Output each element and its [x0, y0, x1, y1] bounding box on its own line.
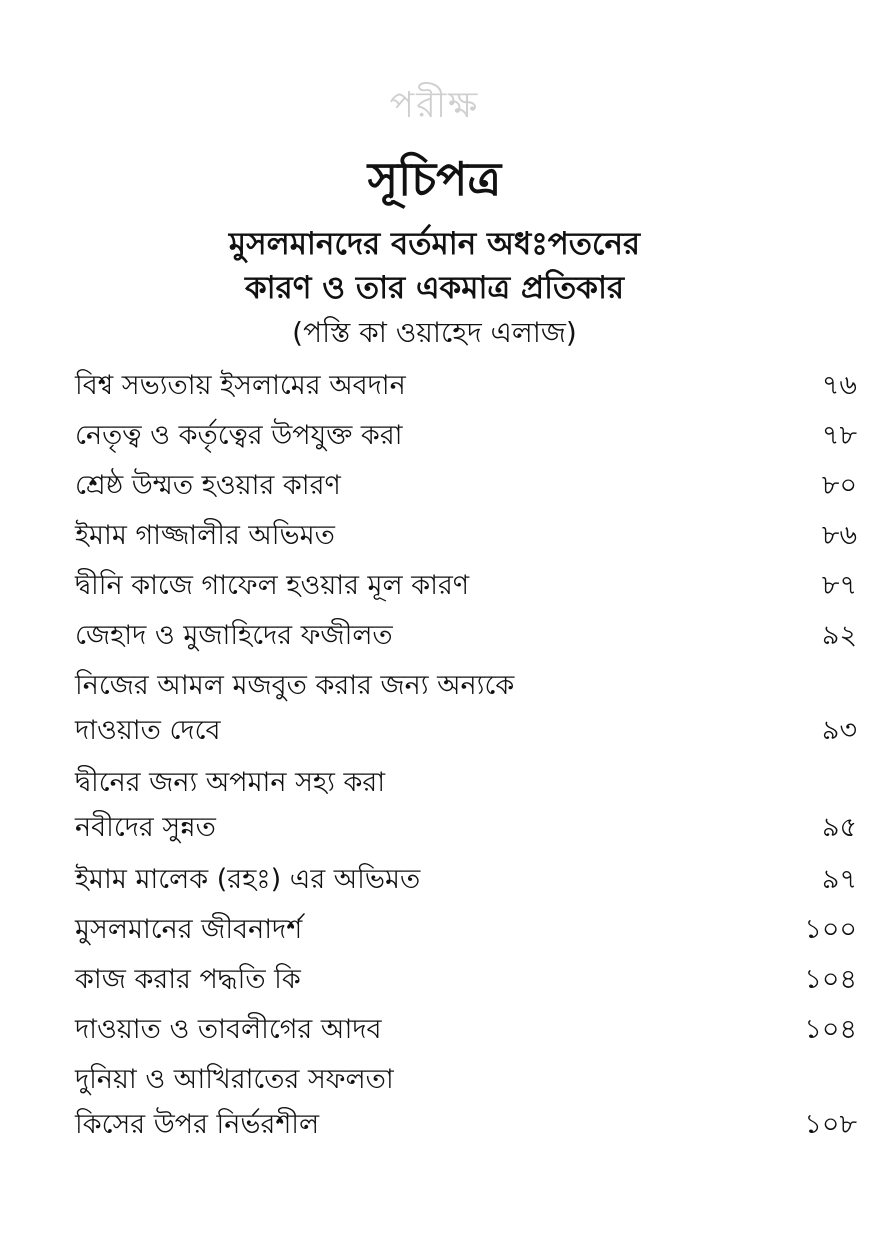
- toc-entry-line-continued: নবীদের সুন্নত: [75, 812, 216, 843]
- toc-entry-line: দাওয়াত ও তাবলীগের আদব: [75, 1014, 382, 1045]
- toc-page-number: ৯২: [821, 620, 857, 651]
- toc-page-number: ৮৬: [821, 520, 857, 551]
- toc-entry-line: দুনিয়া ও আখিরাতের সফলতা: [75, 1064, 394, 1095]
- table-of-contents: [75, 366, 857, 1157]
- toc-entry: [75, 860, 857, 899]
- toc-entry: [75, 960, 857, 999]
- toc-entry-line: জেহাদ ও মুজাহিদের ফজীলত: [75, 620, 393, 651]
- toc-page-number: ১০৪: [804, 1014, 857, 1045]
- toc-entry: [75, 516, 857, 555]
- toc-entry-line: নিজের আমল মজবুত করার জন্য অন্যকে: [75, 670, 515, 701]
- toc-entry: [75, 763, 857, 847]
- toc-entry-line: মুসলমানের জীবনাদর্শ: [75, 914, 303, 945]
- subtitle-original-title: (পস্তি কা ওয়াহেদ এলাজ): [292, 316, 577, 349]
- toc-entry-line-continued: দাওয়াত দেবে: [75, 715, 221, 746]
- toc-entry-title: [75, 566, 469, 605]
- toc-entry-line: নেতৃত্ব ও কর্তৃত্বের উপযুক্ত করা: [75, 420, 403, 451]
- toc-entry: [75, 616, 857, 655]
- subtitle-line-2: কারণ ও তার একমাত্র প্রতিকার: [244, 270, 624, 306]
- toc-entry-title: [75, 366, 406, 405]
- toc-entry-title: [75, 416, 403, 455]
- toc-page-number: ৯৩: [821, 715, 857, 746]
- toc-entry-title: [75, 763, 385, 847]
- toc-entry-title: [75, 616, 393, 655]
- toc-page-number: ১০৪: [804, 964, 857, 995]
- toc-entry-line: দ্বীনের জন্য অপমান সহ্য করা: [75, 767, 386, 798]
- toc-entry-title: [75, 1060, 394, 1144]
- toc-page-number: ৭৬: [821, 370, 857, 401]
- subtitle-line-1: মুসলমানদের বর্তমান অধঃপতনের: [228, 226, 641, 262]
- toc-entry-title: [75, 466, 341, 505]
- book-subtitle: [0, 222, 869, 356]
- toc-entry: [75, 466, 857, 505]
- toc-entry: [75, 1060, 857, 1144]
- toc-entry: [75, 910, 857, 949]
- toc-entry: [75, 416, 857, 455]
- toc-entry: [75, 366, 857, 405]
- toc-entry-line: বিশ্ব সভ্যতায় ইসলামের অবদান: [75, 370, 406, 401]
- toc-entry-title: [75, 516, 335, 555]
- toc-entry-line: ইমাম মালেক (রহঃ) এর অভিমত: [75, 864, 421, 895]
- toc-page-number: ৮৭: [821, 570, 857, 601]
- page-title: সূচিপত্র: [367, 152, 502, 206]
- toc-entry-title: [75, 910, 302, 949]
- toc-page-number: ৮০: [821, 470, 857, 501]
- toc-entry: [75, 1010, 857, 1049]
- toc-page-number: ১০৮: [804, 1109, 857, 1140]
- toc-page-number: ৭৮: [821, 420, 857, 451]
- toc-page-number: ৯৫: [821, 812, 857, 843]
- toc-entry-title: [75, 1010, 382, 1049]
- faded-scan-remnant: পরীক্ষ: [389, 85, 480, 126]
- toc-entry: [75, 566, 857, 605]
- toc-entry: [75, 666, 857, 750]
- toc-entry-title: [75, 666, 514, 750]
- toc-entry-line: ইমাম গাজ্জালীর অভিমত: [75, 520, 335, 551]
- toc-entry-title: [75, 960, 301, 999]
- toc-entry-line-continued: কিসের উপর নির্ভরশীল: [75, 1109, 320, 1140]
- toc-entry-line: শ্রেষ্ঠ উম্মত হওয়ার কারণ: [75, 470, 341, 501]
- toc-entry-title: [75, 860, 420, 899]
- toc-page-number: ৯৭: [821, 864, 857, 895]
- toc-page-number: ১০০: [804, 914, 857, 945]
- toc-entry-line: দ্বীনি কাজে গাফেল হওয়ার মূল কারণ: [75, 570, 470, 601]
- toc-entry-line: কাজ করার পদ্ধতি কি: [75, 964, 301, 995]
